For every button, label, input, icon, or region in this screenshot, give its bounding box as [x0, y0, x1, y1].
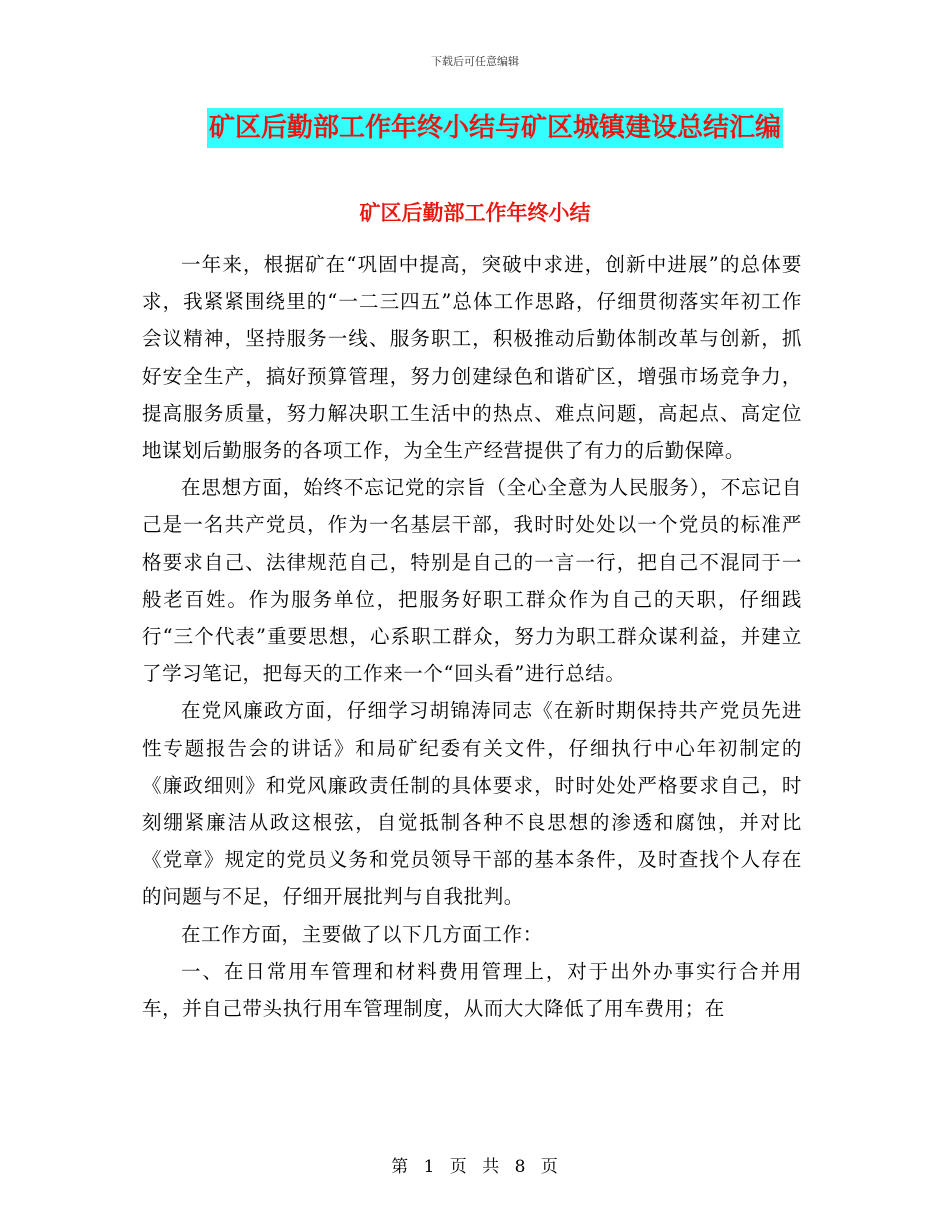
footer-prefix: 第 [391, 1157, 410, 1177]
page-footer [0, 1152, 950, 1177]
footer-total-pages: 8 [514, 1157, 527, 1177]
footer-suffix: 页 [540, 1157, 559, 1177]
paragraph: 在思想方面，始终不忘记党的宗旨（全心全意为人民服务），不忘记自己是一名共产党员，作为一名基层干部，我时时处处以一个党员的标准严格要求自己、法律规范自己，特别是自己的一言一行，把自己不混同于一般老百姓。作为服务单位，把服务好职工群众作为自己的天职，仔细践行“三个代表”重要思想，心系职工群众，努力为职工群众谋利益，并建立了学习笔记，把每天的工作来一个“回头看”进行总结。 [142, 476, 802, 686]
footer-total-prefix: 共 [482, 1157, 501, 1177]
paragraph: 在党风廉政方面，仔细学习胡锦涛同志《在新时期保持共产党员先进性专题报告会的讲话》和局矿纪委有关文件，仔细执行中心年初制定的《廉政细则》和党风廉政责任制的具体要求，时时处处严格要求自己，时刻绷紧廉洁从政这根弦，自觉抵制各种不良思想的渗透和腐蚀，并对比《党章》规定的党员义务和党员领导干部的基本条件，及时查找个人存在的问题与不足，仔细开展批判与自我批判。 [142, 699, 802, 909]
document-title-wrap [0, 108, 950, 148]
footer-page-number: 1 [423, 1157, 436, 1177]
body-text [142, 246, 802, 1027]
header-note: 下载后可任意编辑 [431, 55, 519, 68]
section-title: 矿区后勤部工作年终小结 [359, 201, 591, 225]
paragraph: 在工作方面，主要做了以下几方面工作： [181, 922, 543, 946]
footer-middle: 页 [449, 1157, 468, 1177]
paragraph: 一、在日常用车管理和材料费用管理上，对于出外办事实行合并用车，并自己带头执行用车管理制度，从而大大降低了用车费用；在 [142, 959, 802, 1021]
document-title: 矿区后勤部工作年终小结与矿区城镇建设总结汇编 [207, 108, 783, 148]
paragraph: 一年来，根据矿在“巩固中提高，突破中求进，创新中进展”的总体要求，我紧紧围绕里的“一二三四五”总体工作思路，仔细贯彻落实年初工作会议精神，坚持服务一线、服务职工，积极推动后勤体制改革与创新，抓好安全生产，搞好预算管理，努力创建绿色和谐矿区，增强市场竞争力，提高服务质量，努力解决职工生活中的热点、难点问题，高起点、高定位地谋划后勤服务的各项工作，为全生产经营提供了有力的后勤保障。 [142, 253, 802, 463]
